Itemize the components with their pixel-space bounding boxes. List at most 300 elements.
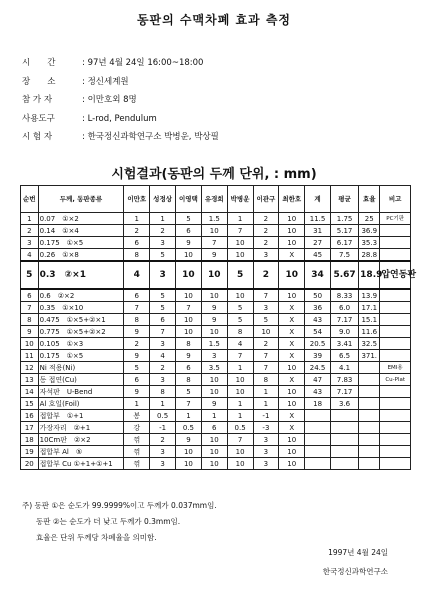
table-cell: 9 <box>201 249 227 262</box>
table-cell: 13 <box>21 374 39 386</box>
table-cell <box>380 446 411 458</box>
table-cell: 14 <box>21 386 39 398</box>
table-cell: 10 <box>227 237 253 249</box>
info-row-participants <box>22 91 219 110</box>
table-cell: 10 <box>176 314 202 326</box>
table-cell: X <box>279 302 305 314</box>
table-cell: 7 <box>253 350 279 362</box>
table-cell: 54 <box>305 326 331 338</box>
table-cell: 7 <box>253 289 279 302</box>
table-cell: PC기판 <box>380 213 411 225</box>
table-cell: 17 <box>21 422 39 434</box>
table-cell: 39 <box>305 350 331 362</box>
table-cell: 10 <box>201 374 227 386</box>
table-cell: 10 <box>176 446 202 458</box>
header-cell: 이영택 <box>176 186 202 213</box>
table-cell: 28.8 <box>359 249 380 262</box>
table-cell: 10 <box>227 249 253 262</box>
table-cell: 6 <box>201 422 227 434</box>
table-cell: 10 <box>201 225 227 237</box>
table-cell: 6 <box>176 225 202 237</box>
header-cell: 이관구 <box>253 186 279 213</box>
table-cell: 1 <box>227 362 253 374</box>
table-cell: X <box>279 422 305 434</box>
table-cell: Ni 적용(Ni) <box>38 362 124 374</box>
info-row-place <box>22 73 219 92</box>
table-cell <box>380 422 411 434</box>
table-cell: 1.5 <box>201 213 227 225</box>
table-cell: 10Cm판 ②×2 <box>38 434 124 446</box>
table-cell: 7 <box>124 302 150 314</box>
table-cell: 12 <box>21 362 39 374</box>
table-cell <box>380 398 411 410</box>
table-cell: 4 <box>227 338 253 350</box>
table-cell: 3 <box>253 446 279 458</box>
footnote: 동판 ②는 순도가 더 낮고 두께가 0.3mm임. <box>36 517 181 526</box>
table-cell: 35.3 <box>359 237 380 249</box>
table-cell: 0.5 <box>176 422 202 434</box>
table-cell: 0.3 ②×1 <box>38 261 124 289</box>
table-cell <box>380 302 411 314</box>
table-cell: 10 <box>201 446 227 458</box>
table-cell: 10 <box>227 458 253 470</box>
table-cell: 0.5 <box>227 422 253 434</box>
table-cell: 5 <box>176 386 202 398</box>
table-cell: X <box>279 410 305 422</box>
table-cell <box>359 446 380 458</box>
table-cell: 31 <box>305 225 331 237</box>
table-cell: 6.17 <box>330 237 358 249</box>
info-value: : L-rod, Pendulum <box>82 113 157 124</box>
table-cell <box>380 410 411 422</box>
header-cell: 효율 <box>359 186 380 213</box>
table-cell: 2 <box>150 225 176 237</box>
table-cell: 3 <box>201 350 227 362</box>
info-value: : 정신세계원 <box>82 76 129 87</box>
table-cell: 1 <box>201 410 227 422</box>
table-cell <box>359 362 380 374</box>
table-cell <box>380 458 411 470</box>
table-row <box>21 225 411 237</box>
table-cell: 4 <box>21 249 39 262</box>
table-cell: 3 <box>150 446 176 458</box>
table-cell <box>305 458 331 470</box>
table-cell: 8 <box>176 338 202 350</box>
table-cell: 6 <box>124 237 150 249</box>
table-cell: 7 <box>21 302 39 314</box>
table-cell: 4 <box>150 350 176 362</box>
table-cell: 32.5 <box>359 338 380 350</box>
table-cell: 9 <box>124 386 150 398</box>
table-cell: 1.5 <box>201 338 227 350</box>
document-title: 동판의 수맥차폐 효과 측정 <box>136 13 292 27</box>
table-row <box>21 446 411 458</box>
table-cell: 꺾 <box>124 446 150 458</box>
table-cell: 2 <box>253 213 279 225</box>
table-cell: 꺾 <box>124 458 150 470</box>
table-cell: 10 <box>279 362 305 374</box>
table-cell: 10 <box>279 225 305 237</box>
footnote: 주) 동판 ①은 순도가 99.9999%이고 두께가 0.037mm임. <box>22 501 217 510</box>
table-cell <box>330 446 358 458</box>
table-cell: 동 접연(Cu) <box>38 374 124 386</box>
table-row <box>21 302 411 314</box>
header-cell: 순번 <box>21 186 39 213</box>
info-row-tools <box>22 110 219 129</box>
table-cell <box>359 410 380 422</box>
table-cell: 3.41 <box>330 338 358 350</box>
table-cell <box>305 434 331 446</box>
table-cell: 2 <box>21 225 39 237</box>
table-cell: 45 <box>305 249 331 262</box>
table-row <box>21 338 411 350</box>
table-cell: 6 <box>21 289 39 302</box>
table-cell: 2 <box>253 225 279 237</box>
table-cell: 7 <box>227 225 253 237</box>
table-cell: 7.83 <box>330 374 358 386</box>
table-cell: 0.35 ①×10 <box>38 302 124 314</box>
table-body <box>21 213 417 470</box>
table-row <box>21 458 411 470</box>
table-cell: 5 <box>124 362 150 374</box>
header-row <box>21 186 411 213</box>
table-cell: 0.6 ②×2 <box>38 289 124 302</box>
table-cell: 25 <box>359 213 380 225</box>
table-cell: 34 <box>305 261 331 289</box>
table-cell <box>359 422 380 434</box>
table-cell: 꺾 <box>124 434 150 446</box>
table-cell: 20 <box>21 458 39 470</box>
table-cell: 10 <box>227 446 253 458</box>
table-cell: 3 <box>150 338 176 350</box>
table-cell: 5 <box>227 261 253 289</box>
table-cell: 3 <box>253 434 279 446</box>
header-cell: 평균 <box>330 186 358 213</box>
table-cell: 10 <box>279 398 305 410</box>
table-cell: 2 <box>124 338 150 350</box>
table-cell: Cu-Plat <box>380 374 411 386</box>
table-cell: 5 <box>227 302 253 314</box>
table-cell: 15 <box>21 398 39 410</box>
table-cell: 9 <box>176 350 202 362</box>
table-cell: 10 <box>279 237 305 249</box>
document-date: 1997년 4월 24일 <box>328 548 388 557</box>
table-cell <box>359 398 380 410</box>
table-cell: 18.9 <box>359 261 380 289</box>
table-cell: 0.5 <box>150 410 176 422</box>
table-cell <box>380 289 411 302</box>
table-cell: 17.1 <box>359 302 380 314</box>
table-cell: 4.1 <box>330 362 358 374</box>
table-cell: 6 <box>124 374 150 386</box>
table-cell: 9 <box>201 398 227 410</box>
table-cell: 1 <box>227 410 253 422</box>
table-cell: 36.9 <box>359 225 380 237</box>
table-cell: 5.17 <box>330 225 358 237</box>
table-row <box>21 362 411 374</box>
table-cell: 8.33 <box>330 289 358 302</box>
table-cell: 7 <box>176 398 202 410</box>
table-cell: 강 <box>124 422 150 434</box>
table-row <box>21 249 411 262</box>
table-cell: 50 <box>305 289 331 302</box>
header-cell: 최한호 <box>279 186 305 213</box>
table-row <box>21 350 411 362</box>
table-cell: 1 <box>227 213 253 225</box>
table-cell: 3 <box>253 249 279 262</box>
table-cell: 43 <box>305 386 331 398</box>
table-row <box>21 386 411 398</box>
header-cell: 성정상 <box>150 186 176 213</box>
table-cell: 8 <box>124 314 150 326</box>
table-cell: 1 <box>21 213 39 225</box>
table-cell: 10 <box>279 458 305 470</box>
table-cell: 10 <box>279 386 305 398</box>
table-cell: 10 <box>176 249 202 262</box>
table-cell: 11.6 <box>359 326 380 338</box>
header-cell: 유경희 <box>201 186 227 213</box>
header-cell: 이만호 <box>124 186 150 213</box>
table-cell: 1 <box>253 398 279 410</box>
table-cell: 0.26 ①×8 <box>38 249 124 262</box>
table-cell <box>359 374 380 386</box>
table-cell: 2 <box>150 362 176 374</box>
table-cell: 10 <box>253 326 279 338</box>
table-row <box>21 314 411 326</box>
info-label: 참 가 자 <box>22 95 53 106</box>
info-row-time <box>22 54 219 73</box>
info-value: : 한국정신과학연구소 박병운, 박상필 <box>82 132 219 143</box>
info-label: 사용도구 <box>22 113 55 124</box>
table-cell <box>380 314 411 326</box>
table-cell: 10 <box>176 326 202 338</box>
table-cell: 9 <box>201 302 227 314</box>
table-cell <box>380 350 411 362</box>
table-cell: 3 <box>150 237 176 249</box>
table-cell: 9.0 <box>330 326 358 338</box>
table-cell: 6 <box>124 289 150 302</box>
table-cell: 24.5 <box>305 362 331 374</box>
table-cell: 10 <box>201 458 227 470</box>
table-cell <box>330 422 358 434</box>
table-cell: X <box>279 350 305 362</box>
table-cell: 18 <box>21 434 39 446</box>
table-cell: 5 <box>227 314 253 326</box>
table-cell: 자석판 U-Bend <box>38 386 124 398</box>
table-cell: X <box>279 338 305 350</box>
table-cell <box>380 434 411 446</box>
table-cell: 2 <box>150 434 176 446</box>
table-cell: 3.6 <box>330 398 358 410</box>
table-cell: 봉 <box>124 410 150 422</box>
table-cell: 11 <box>21 350 39 362</box>
table-cell: X <box>279 326 305 338</box>
table-cell: 7 <box>253 362 279 374</box>
table-cell: 2 <box>124 225 150 237</box>
table-cell: -1 <box>253 410 279 422</box>
table-cell <box>330 434 358 446</box>
table-cell: 1 <box>227 398 253 410</box>
table-cell: 10 <box>176 458 202 470</box>
table-cell: 10 <box>201 326 227 338</box>
info-label: 시 간 <box>22 58 56 68</box>
table-row <box>21 213 411 225</box>
table-cell: 20.5 <box>305 338 331 350</box>
table-cell: 47 <box>305 374 331 386</box>
info-value: : 이만호외 8명 <box>82 95 137 106</box>
table-cell: 8 <box>227 326 253 338</box>
table-cell: 6.0 <box>330 302 358 314</box>
header-cell: 계 <box>305 186 331 213</box>
table-row <box>21 434 411 446</box>
table-cell: 접합부 ①+1 <box>38 410 124 422</box>
table-cell: 9 <box>201 314 227 326</box>
table-cell: 10 <box>227 289 253 302</box>
info-value: : 97년 4월 24일 16:00~18:00 <box>82 58 204 68</box>
table-cell: 2 <box>253 338 279 350</box>
table-cell: 1 <box>150 398 176 410</box>
footnote: 효율은 단위 두께당 차폐율을 의미함. <box>36 533 157 542</box>
table-cell <box>380 249 411 262</box>
table-cell: 3 <box>21 237 39 249</box>
table-cell: -3 <box>253 422 279 434</box>
table-cell: 5.67 <box>330 261 358 289</box>
table-cell: 19 <box>21 446 39 458</box>
table-cell: 10 <box>279 261 305 289</box>
table-cell: 10 <box>227 374 253 386</box>
table-cell: 3 <box>253 458 279 470</box>
table-cell: -1 <box>150 422 176 434</box>
table-cell: X <box>279 249 305 262</box>
table-cell: 5 <box>150 302 176 314</box>
table-cell: 1 <box>253 386 279 398</box>
table-cell: 6.5 <box>330 350 358 362</box>
table-cell <box>305 422 331 434</box>
table-cell: 7 <box>227 434 253 446</box>
table-cell: 0.175 ①×5 <box>38 237 124 249</box>
table-cell: 3 <box>253 302 279 314</box>
table-row <box>21 237 411 249</box>
table-cell: 1 <box>150 213 176 225</box>
footnotes <box>22 498 217 546</box>
table-cell <box>305 410 331 422</box>
table-row <box>21 374 411 386</box>
table-cell: 5 <box>253 314 279 326</box>
table-cell: 9 <box>176 237 202 249</box>
table-cell: 5 <box>176 213 202 225</box>
table-cell: X <box>279 314 305 326</box>
table-cell: 7.5 <box>330 249 358 262</box>
table-cell: 16 <box>21 410 39 422</box>
table-cell: 9 <box>176 434 202 446</box>
table-row <box>21 261 411 289</box>
table-cell: 접합부 Cu ①+1+①+1 <box>38 458 124 470</box>
table-cell: 10 <box>21 338 39 350</box>
table-cell: 5 <box>150 249 176 262</box>
table-cell: 43 <box>305 314 331 326</box>
table-cell: 8 <box>124 249 150 262</box>
table-cell: 1 <box>124 213 150 225</box>
table-cell <box>380 326 411 338</box>
table-cell: 가장자리 ②+1 <box>38 422 124 434</box>
table-cell: 10 <box>176 289 202 302</box>
table-cell: 10 <box>201 386 227 398</box>
table-cell <box>380 237 411 249</box>
table-cell: 10 <box>201 434 227 446</box>
table-cell: 압연동판 <box>380 261 411 289</box>
table-cell: 7.17 <box>330 314 358 326</box>
table-cell: 0.105 ①×3 <box>38 338 124 350</box>
table-cell: 7.17 <box>330 386 358 398</box>
table-cell: 0.07 ①×2 <box>38 213 124 225</box>
table-cell: 36 <box>305 302 331 314</box>
table-cell: 10 <box>227 386 253 398</box>
table-cell: 10 <box>279 213 305 225</box>
table-cell: X <box>279 374 305 386</box>
table-cell: 접합부 Al ⑤ <box>38 446 124 458</box>
table-cell: 9 <box>124 350 150 362</box>
table-cell: 1 <box>124 398 150 410</box>
header-cell: 박병운 <box>227 186 253 213</box>
table-cell: 7 <box>176 302 202 314</box>
table-cell: 7 <box>227 350 253 362</box>
table-cell <box>380 225 411 237</box>
info-label: 장 소 <box>22 76 56 87</box>
table-cell: 9 <box>124 326 150 338</box>
table-cell <box>380 386 411 398</box>
organization-name: 한국정신과학연구소 <box>322 567 388 576</box>
table-cell <box>330 458 358 470</box>
info-block <box>22 54 219 147</box>
table-cell: 7 <box>201 237 227 249</box>
table-cell: 27 <box>305 237 331 249</box>
table-cell <box>359 458 380 470</box>
table-cell: 5 <box>150 289 176 302</box>
header-cell: 비고 <box>380 186 411 213</box>
table-cell <box>380 338 411 350</box>
table-cell: 10 <box>176 261 202 289</box>
table-row <box>21 398 411 410</box>
table-cell: 0.14 ①×4 <box>38 225 124 237</box>
table-cell: Al 호일(Foil) <box>38 398 124 410</box>
table-cell: 0.775 ①×5+②×2 <box>38 326 124 338</box>
table-cell: 0.175 ①×5 <box>38 350 124 362</box>
table-cell: EMI용 <box>380 362 411 374</box>
table-cell <box>359 386 380 398</box>
info-row-testers <box>22 128 219 147</box>
table-cell: 9 <box>21 326 39 338</box>
table-cell: 6 <box>176 362 202 374</box>
results-title: 시험결과(동판의 두께 단위, : mm) <box>111 167 317 182</box>
table-row <box>21 410 411 422</box>
table-cell: 18 <box>305 398 331 410</box>
table-cell: 11.5 <box>305 213 331 225</box>
results-table <box>20 185 417 470</box>
table-cell: 3 <box>150 374 176 386</box>
table-cell: 4 <box>124 261 150 289</box>
table-cell: 2 <box>253 261 279 289</box>
table-cell: 2 <box>253 237 279 249</box>
table-cell: 10 <box>279 446 305 458</box>
table-cell: 8 <box>176 374 202 386</box>
info-label: 시 험 자 <box>22 132 53 143</box>
table-cell: 10 <box>279 434 305 446</box>
table-cell: 1 <box>176 410 202 422</box>
table-cell: 371. <box>359 350 380 362</box>
table-cell <box>305 446 331 458</box>
table-cell: 8 <box>253 374 279 386</box>
table-cell: 10 <box>201 261 227 289</box>
